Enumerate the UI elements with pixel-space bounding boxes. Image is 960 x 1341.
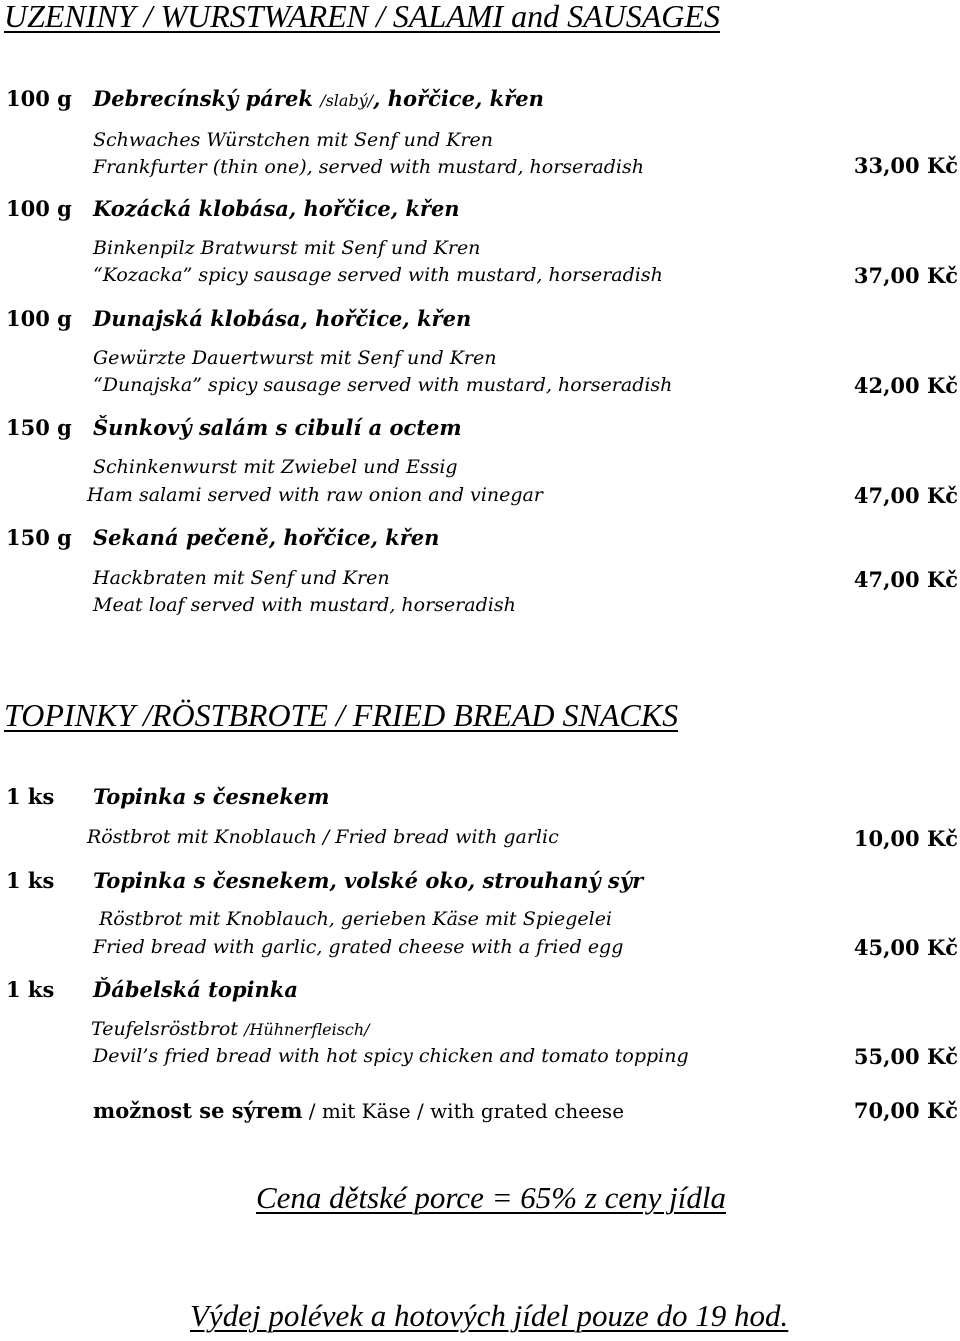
- item-name: Sekaná pečeně, hořčice, křen: [93, 525, 440, 550]
- item-quantity: 100 g: [6, 86, 72, 111]
- item-desc-de: Teufelsröstbrot /Hühnerfleisch/: [91, 1018, 370, 1040]
- item-desc-en: Ham salami served with raw onion and vinegar: [87, 484, 543, 506]
- item-desc-note: /Hühnerfleisch/: [244, 1020, 370, 1039]
- item-quantity: 1 ks: [6, 977, 55, 1002]
- item-quantity: 150 g: [6, 525, 72, 550]
- item-price: 42,00 Kč: [853, 373, 958, 398]
- item-quantity: 150 g: [6, 415, 72, 440]
- item-name: Kozácká klobása, hořčice, křen: [93, 196, 460, 221]
- service-hours-note: Výdej polévek a hotových jídel pouze do 19 hod.: [190, 1298, 789, 1333]
- item-desc-de: Hackbraten mit Senf und Kren: [93, 567, 390, 589]
- item-desc-en: “Kozacka” spicy sausage served with mustard, horseradish: [93, 264, 663, 286]
- item-price: 33,00 Kč: [853, 153, 958, 178]
- item-desc-en: Devil’s fried bread with hot spicy chicken and tomato topping: [93, 1045, 689, 1067]
- section-title-sausages: UZENINY / WURSTWAREN / SALAMI and SAUSAGES: [4, 0, 720, 34]
- item-quantity: 1 ks: [6, 868, 55, 893]
- child-portion-note: Cena dětské porce = 65% z ceny jídla: [256, 1180, 726, 1215]
- item-desc-de: Gewürzte Dauertwurst mit Senf und Kren: [93, 347, 497, 369]
- item-desc-de: Binkenpilz Bratwurst mit Senf und Kren: [93, 237, 481, 259]
- item-quantity: 1 ks: [6, 784, 55, 809]
- item-desc-de: Schinkenwurst mit Zwiebel und Essig: [93, 456, 458, 478]
- item-desc-en: Meat loaf served with mustard, horseradish: [93, 594, 516, 616]
- item-name: Ďábelská topinka: [93, 977, 298, 1002]
- item-name: Debrecínský párek /slabý/, hořčice, křen: [93, 86, 544, 111]
- item-desc-de: Schwaches Würstchen mit Senf und Kren: [93, 129, 494, 151]
- item-desc-en: Fried bread with garlic, grated cheese with a fried egg: [93, 936, 624, 958]
- item-desc-en: “Dunajska” spicy sausage served with mustard, horseradish: [93, 374, 673, 396]
- extra-option: [93, 1098, 624, 1123]
- item-name: Šunkový salám s cibulí a octem: [93, 415, 462, 440]
- item-desc: Röstbrot mit Knoblauch / Fried bread with garlic: [87, 826, 559, 848]
- extra-option-label: možnost se sýrem: [93, 1098, 303, 1123]
- item-price: 55,00 Kč: [853, 1044, 958, 1069]
- extra-option-price: 70,00 Kč: [853, 1098, 958, 1123]
- item-price: 47,00 Kč: [853, 483, 958, 508]
- item-name: Dunajská klobása, hořčice, křen: [93, 306, 472, 331]
- section-title-fried-bread: TOPINKY /RÖSTBROTE / FRIED BREAD SNACKS: [4, 697, 679, 733]
- item-name-note: /slabý/: [320, 91, 374, 110]
- item-quantity: 100 g: [6, 196, 72, 221]
- item-desc-de: Röstbrot mit Knoblauch, gerieben Käse mit Spiegelei: [99, 908, 613, 930]
- item-price: 45,00 Kč: [853, 935, 958, 960]
- item-price: 47,00 Kč: [853, 567, 958, 592]
- item-price: 37,00 Kč: [853, 263, 958, 288]
- item-quantity: 100 g: [6, 306, 72, 331]
- extra-option-translation: / mit Käse / with grated cheese: [302, 1099, 625, 1123]
- item-name: Topinka s česnekem: [93, 784, 330, 809]
- item-desc-en: Frankfurter (thin one), served with mustard, horseradish: [93, 156, 644, 178]
- item-price: 10,00 Kč: [853, 826, 958, 851]
- item-name: Topinka s česnekem, volské oko, strouhaný sýr: [93, 868, 644, 893]
